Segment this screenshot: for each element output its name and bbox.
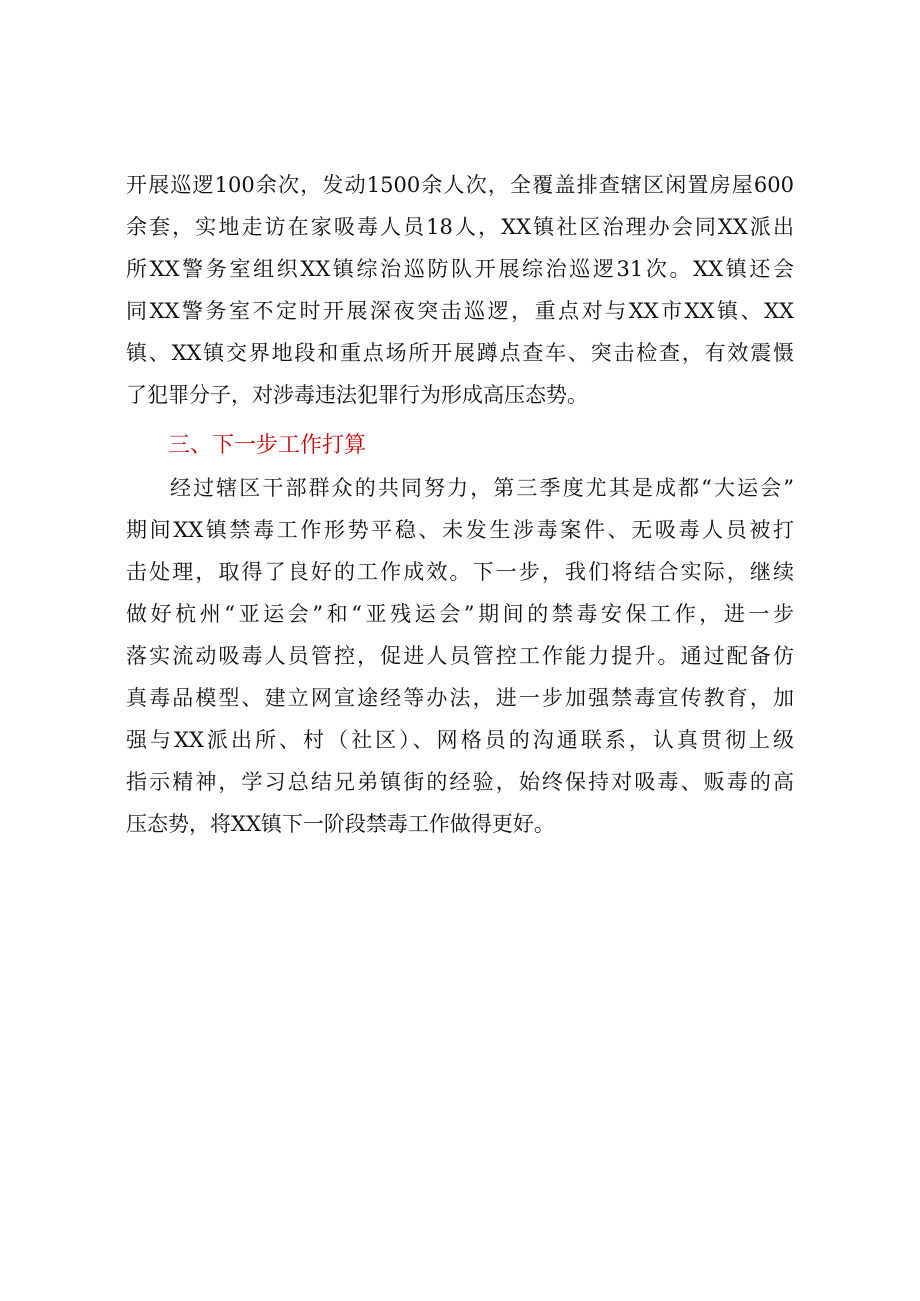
paragraph-line: 开展巡逻100余次，发动1500余人次，全覆盖排查辖区闲置房屋600 bbox=[126, 173, 794, 197]
paragraph-line: 所XX警务室组织XX镇综治巡防队开展综治巡逻31次。XX镇还会 bbox=[126, 257, 794, 281]
paragraph-patrol-work bbox=[126, 164, 794, 416]
paragraph-line: 期间XX镇禁毒工作形势平稳、未发生涉毒案件、无吸毒人员被打 bbox=[126, 518, 794, 542]
paragraph-line: 余套，实地走访在家吸毒人员18人，XX镇社区治理办会同XX派出 bbox=[126, 215, 794, 239]
paragraph-line: 了犯罪分子，对涉毒违法犯罪行为形成高压态势。 bbox=[126, 383, 588, 407]
paragraph-line: 经过辖区干部群众的共同努力，第三季度尤其是成都“大运会” bbox=[170, 476, 794, 500]
paragraph-line: 做好杭州“亚运会”和“亚残运会”期间的禁毒安保工作，进一步 bbox=[126, 602, 794, 626]
paragraph-next-steps bbox=[126, 467, 794, 845]
paragraph-line: 镇、XX镇交界地段和重点场所开展蹲点查车、突击检查，有效震慑 bbox=[126, 341, 794, 365]
paragraph-line: 击处理，取得了良好的工作成效。下一步，我们将结合实际，继续 bbox=[126, 560, 794, 584]
section-heading-next-steps: 三、下一步工作打算 bbox=[168, 433, 367, 458]
paragraph-line: 落实流动吸毒人员管控，促进人员管控工作能力提升。通过配备仿 bbox=[126, 644, 794, 668]
paragraph-line: 压态势，将XX镇下一阶段禁毒工作做得更好。 bbox=[126, 812, 555, 836]
paragraph-line: 指示精神，学习总结兄弟镇街的经验，始终保持对吸毒、贩毒的高 bbox=[126, 770, 794, 794]
paragraph-line: 同XX警务室不定时开展深夜突击巡逻，重点对与XX市XX镇、XX bbox=[126, 299, 794, 323]
paragraph-line: 真毒品模型、建立网宣途经等办法，进一步加强禁毒宣传教育，加 bbox=[126, 686, 794, 710]
paragraph-line: 强与XX派出所、村（社区）、网格员的沟通联系，认真贯彻上级 bbox=[126, 728, 794, 752]
